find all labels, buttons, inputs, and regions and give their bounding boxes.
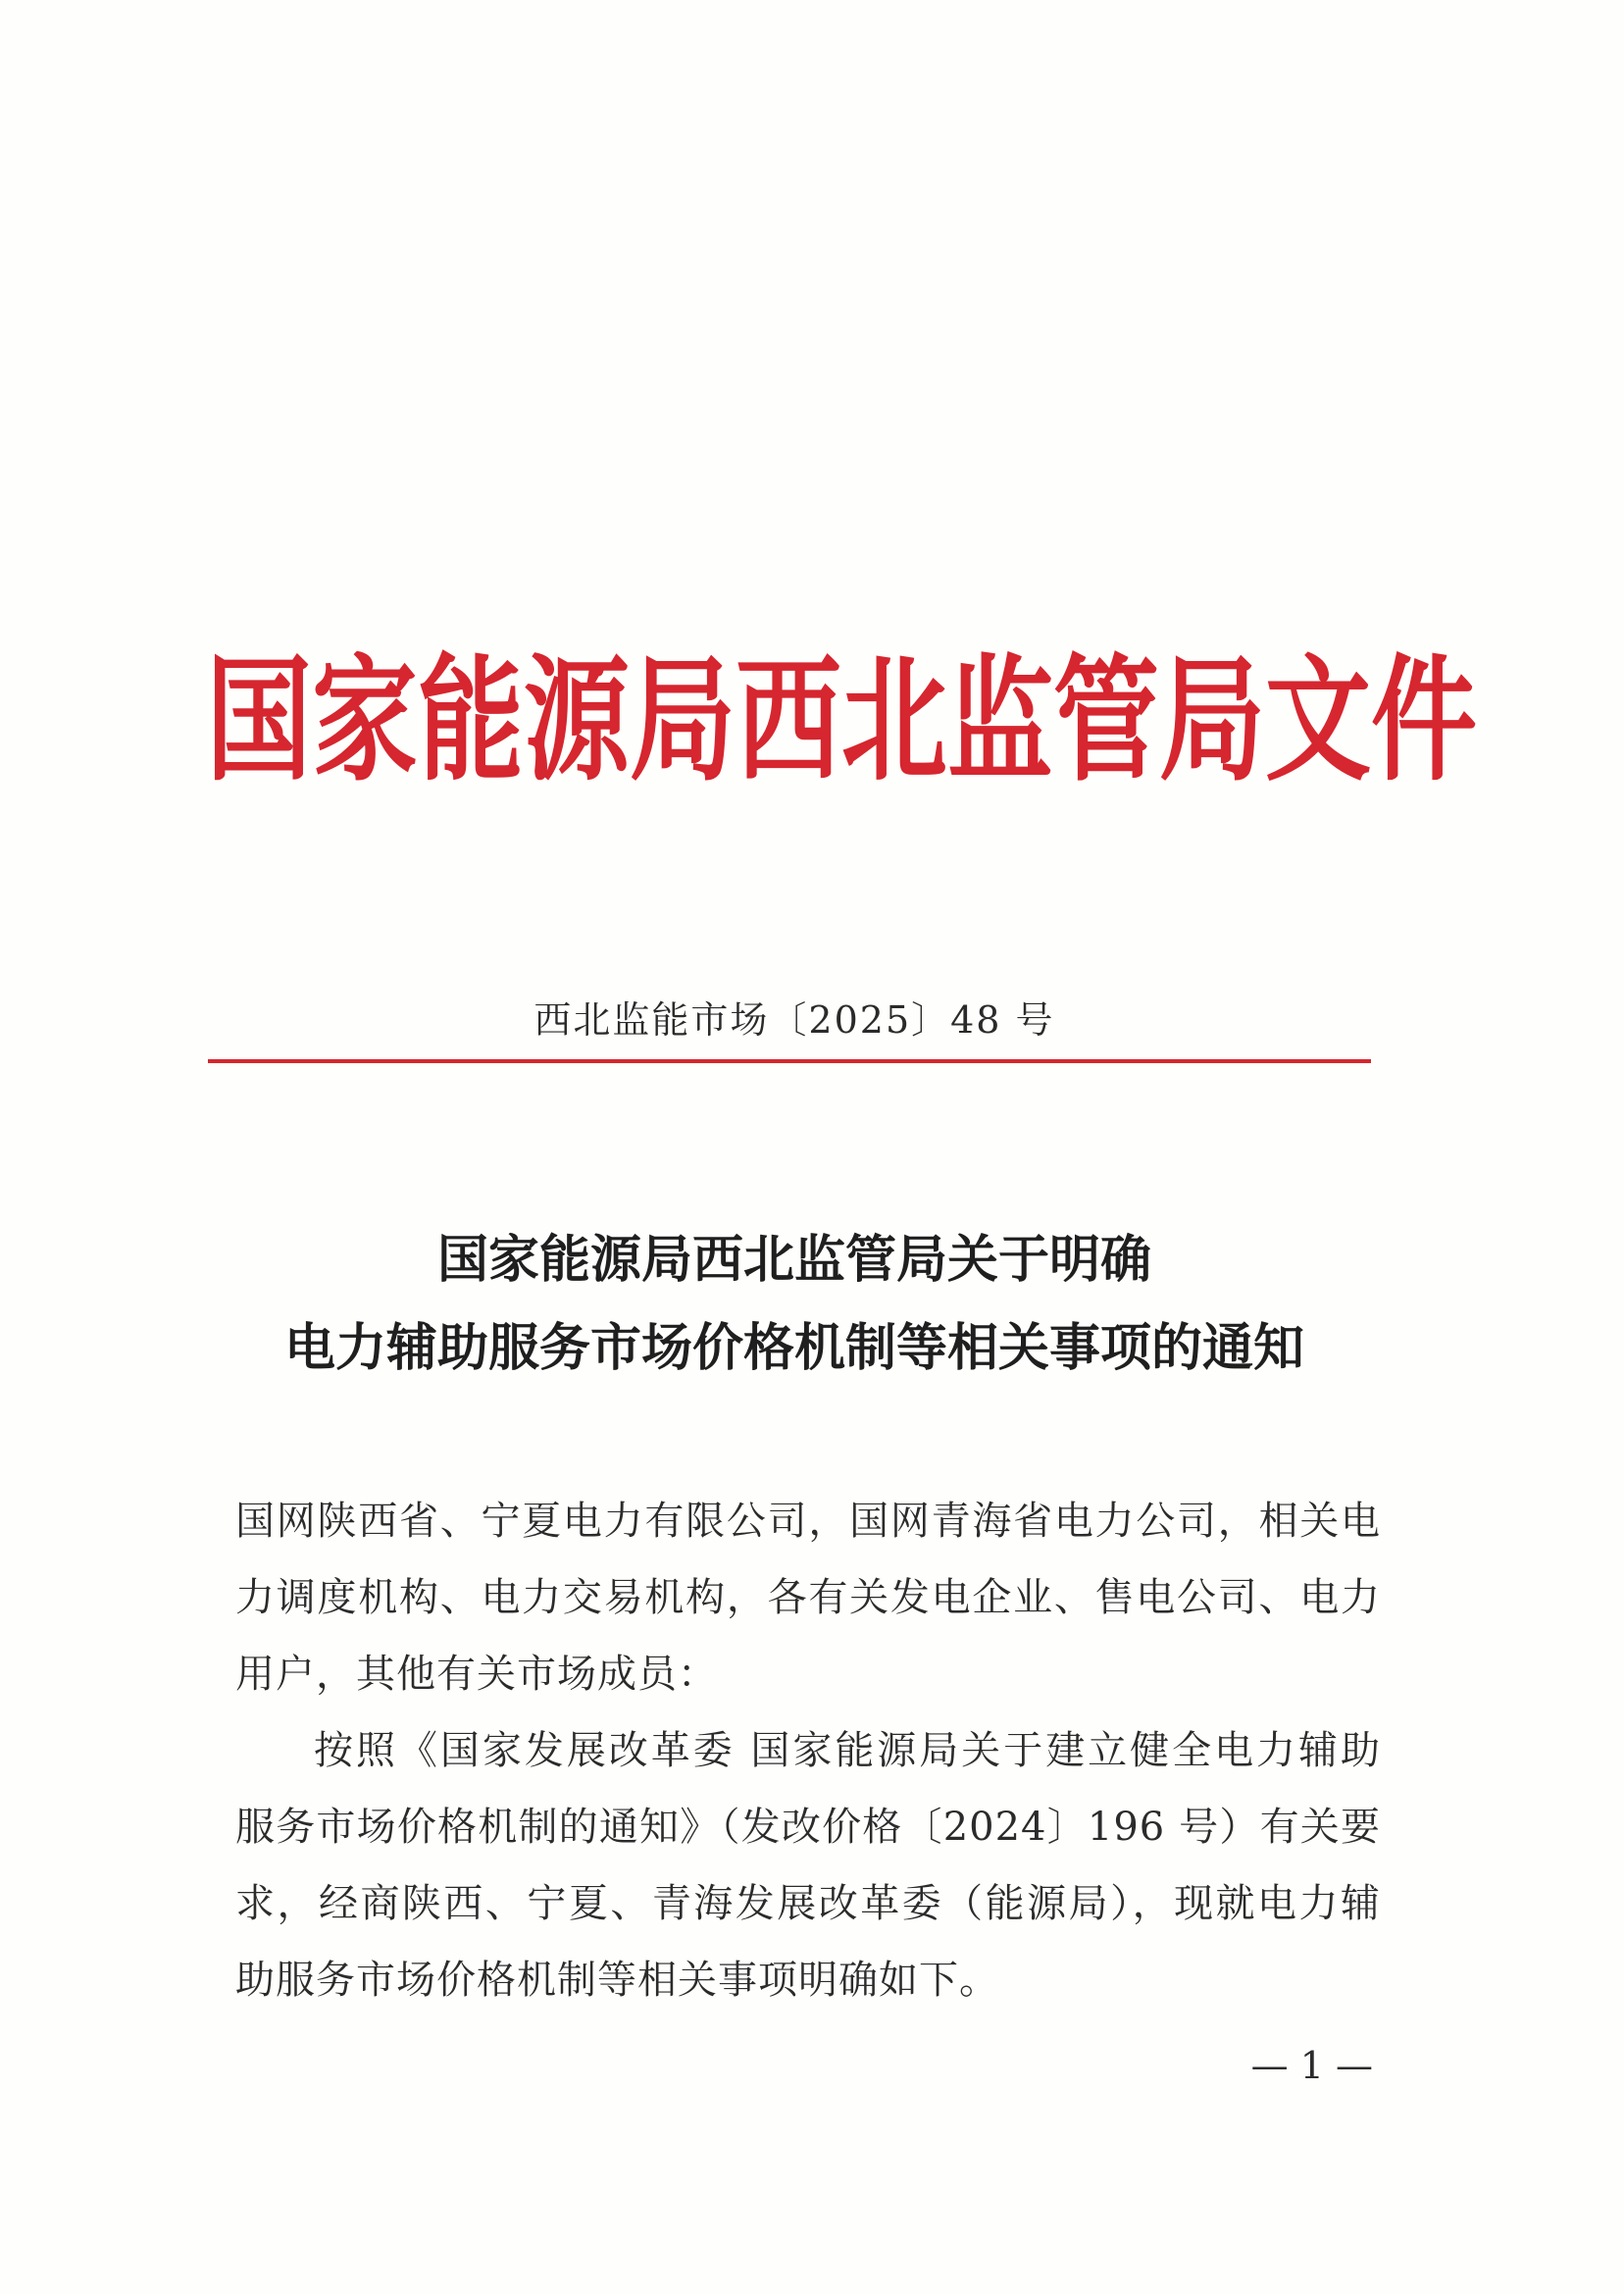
document-masthead: 国家能源局西北监管局文件 (206, 641, 1478, 800)
red-divider-line (208, 1059, 1371, 1063)
document-title (196, 1216, 1393, 1393)
recipients-paragraph: 国网陕西省、宁夏电力有限公司，国网青海省电力公司，相关电力调度机构、电力交易机构，各有关发电企业、售电公司、电力用户，其他有关市场成员： (235, 1499, 1381, 1697)
document-body (235, 1483, 1381, 2018)
title-line-1: 国家能源局西北监管局关于明确 (436, 1230, 1151, 1290)
page-number: — 1 — (1250, 2044, 1373, 2087)
title-line-2: 电力辅助服务市场价格机制等相关事项的通知 (283, 1318, 1304, 1378)
body-paragraph-1: 按照《国家发展改革委 国家能源局关于建立健全电力辅助 服务市场价格机制的通知》（发改价格〔2024〕196 号）有关要求，经商陕西、宁夏、青海发展改革委（能源局），现就电力辅助服务市场价格机制等相关事项明确如下。 (235, 1728, 1381, 2003)
document-number: 西北监能市场〔2025〕48 号 (533, 998, 1055, 1042)
